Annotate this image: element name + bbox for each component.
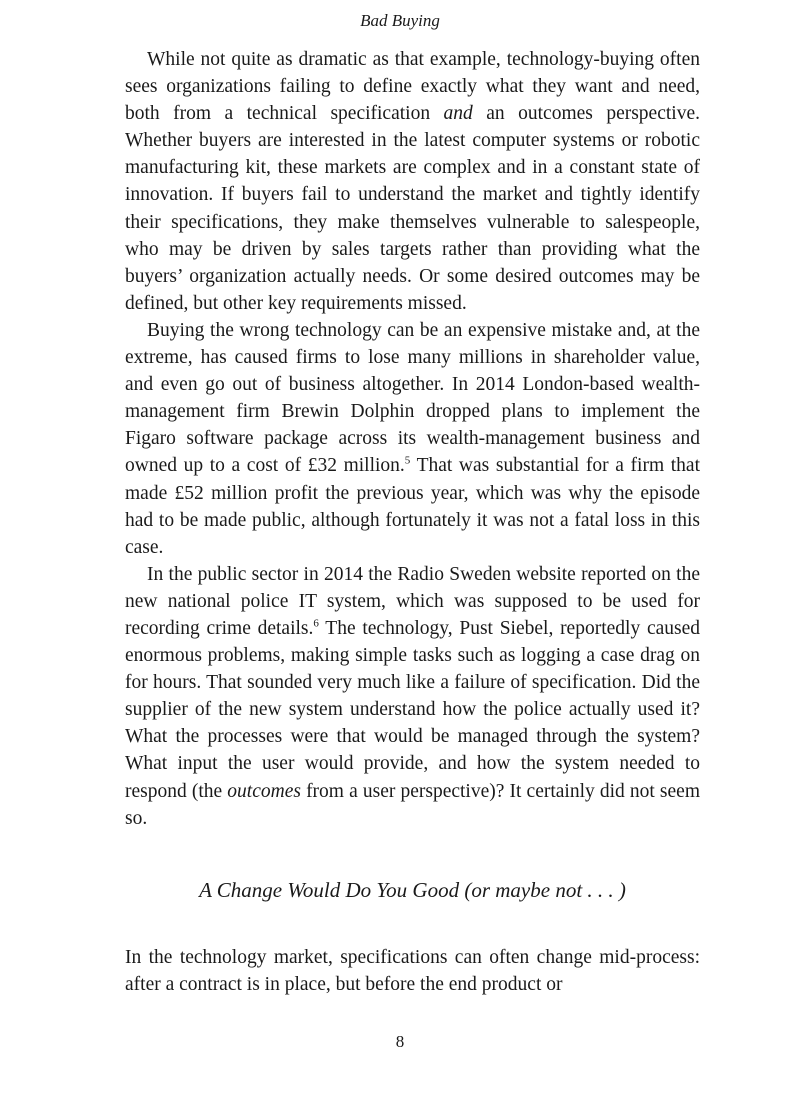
section-heading: A Change Would Do You Good (or maybe not . . . ): [199, 877, 626, 902]
running-head: Bad Buying: [360, 11, 440, 30]
page-number: 8: [395, 1032, 405, 1051]
paragraph-1-rest: an outcomes perspective. Whether buyers are interested in the latest computer systems or robotic manufacturing kit, these markets are complex and in a constant state of innovation. If buyers fail to understand the market and tightly identify their specifications, they make themselves vulnerable to salespeople, who may be driven by sales targets rather than providing what the buyers’ organization actually needs. Or some desired outcomes may be defined, but other key requirements missed.: [125, 103, 700, 314]
footnote-ref-5: 5: [404, 454, 411, 467]
paragraph-1-emphasis: and: [443, 103, 473, 125]
page-body: [125, 46, 700, 998]
paragraph-2: [125, 317, 700, 561]
paragraph-4: In the technology market, specifications can often change mid-process: after a contract is in place, but before the end product or: [125, 946, 700, 995]
paragraph-3-text: In the public sector in 2014 the Radio Sweden website reported on the new national police IT system, which was supposed to be used for recording crime details.: [125, 563, 700, 639]
paragraph-1-text: While not quite as dramatic as that example, technology-buying often sees organizations failing to define exactly what they want and need, both from a technical specification: [125, 49, 700, 125]
footnote-ref-6: 6: [313, 617, 319, 630]
paragraph-3-end: from a user perspective)? It certainly did not seem so.: [125, 780, 700, 829]
paragraph-3-emphasis: outcomes: [227, 780, 301, 802]
paragraph-2-rest: That was substantial for a firm that made £52 million profit the previous year, which was why the episode had to be made public, although fortunately it was not a fatal loss in this case.: [125, 455, 700, 558]
paragraph-1: [125, 46, 700, 317]
paragraph-2-text: Buying the wrong technology can be an expensive mistake and, at the extreme, has caused firms to lose many millions in shareholder value, and even go out of business altogether. In 2014 London-based wealth-management firm Brewin Dolphin dropped plans to implement the Figaro software package across its wealth-management business and owned up to a cost of £32 million.: [125, 319, 700, 477]
paragraph-3: [125, 561, 700, 832]
paragraph-3-rest: The technology, Pust Siebel, reportedly caused enormous problems, making simple tasks such as logging a case drag on for hours. That sounded very much like a failure of specification. Did the supplier of the new system understand how the police actually used it? What the processes were that would be managed through the system? What input the user would provide, and how the system needed to respond (the: [125, 617, 701, 802]
